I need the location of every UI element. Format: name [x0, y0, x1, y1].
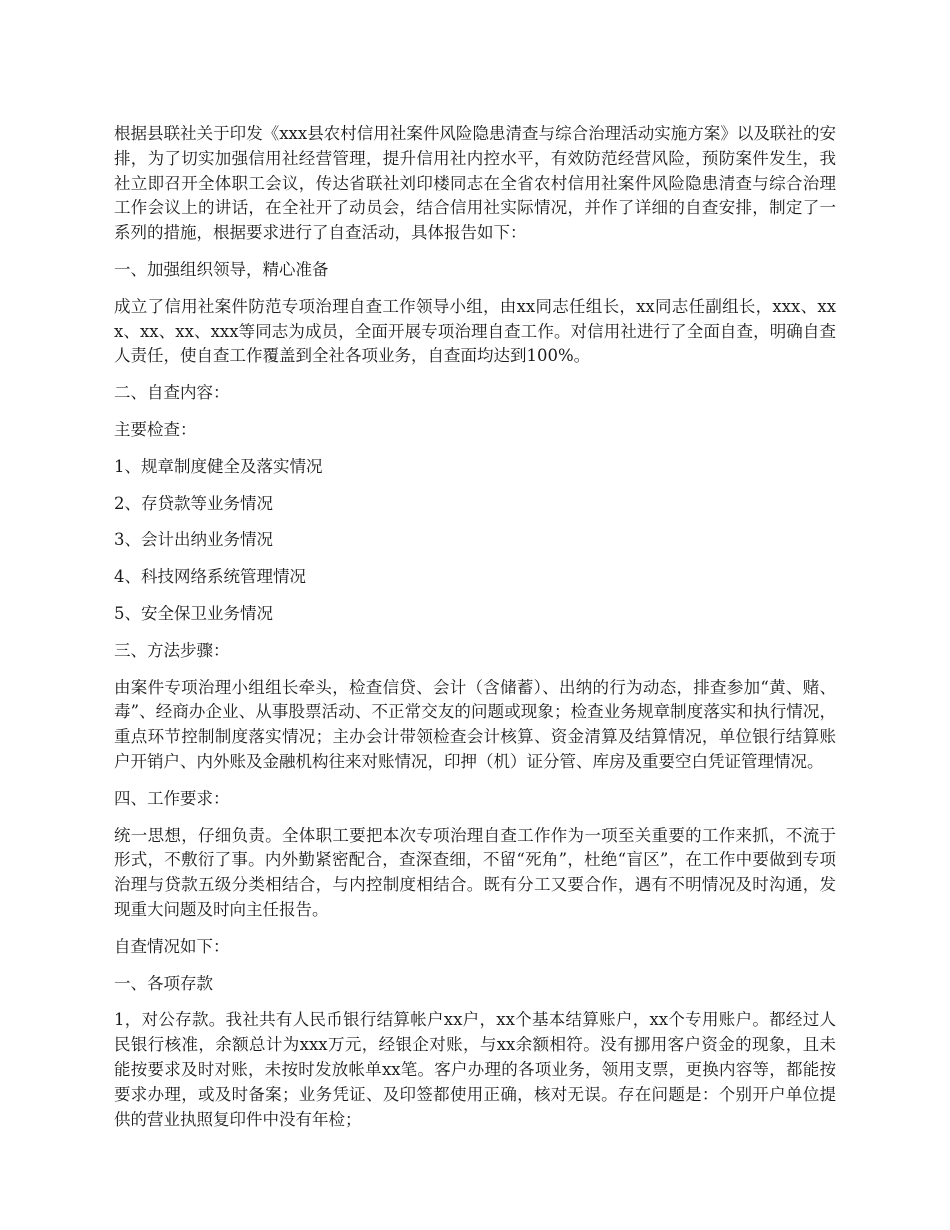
section-heading-requirements: 四、工作要求： — [114, 788, 230, 808]
check-item: 4、科技网络系统管理情况 — [114, 567, 306, 587]
deposit-paragraph: 1，对公存款。我社共有人民币银行结算帐户xx户，xx个基本结算账户，xx个专用账户。都经过人民银行核准，余额总计为xxx万元，经银企对账，与xx余额相符。没有挪用客户资金的现象，且未能按要求及时对账，未按时发放帐单xx笔。客户办理的各项业务，领用支票，更换内容等，都能按要求办理，或及时备案；业务凭证、及印签都使用正确，核对无误。存在问题是：个别开户单位提供的营业执照复印件中没有年检； — [114, 1010, 836, 1129]
section-heading-organization: 一、加强组织领导，精心准备 — [114, 259, 329, 279]
requirements-paragraph: 统一思想，仔细负责。全体职工要把本次专项治理自查工作作为一项至关重要的工作来抓，不流于形式，不敷衍了事。内外勤紧密配合，查深查细，不留“死角”，杜绝“盲区”，在工作中要做到专项治理与贷款五级分类相结合，与内控制度相结合。既有分工又要合作，遇有不明情况及时沟通，发现重大问题及时向主任报告。 — [114, 825, 836, 919]
self-check-heading: 自查情况如下： — [114, 936, 230, 956]
check-item: 3、会计出纳业务情况 — [114, 530, 273, 550]
check-item: 1、规章制度健全及落实情况 — [114, 456, 323, 476]
section-heading-content: 二、自查内容： — [114, 383, 230, 403]
deposit-heading: 一、各项存款 — [114, 973, 213, 993]
steps-paragraph: 由案件专项治理小组组长牵头，检查信贷、会计（含储蓄）、出纳的行为动态，排查参加“黄、赌、毒”、经商办企业、从事股票活动、不正常交友的问题或现象；检查业务规章制度落实和执行情况，重点环节控制制度落实情况；主办会计带领检查会计核算、资金清算及结算情况，单位银行结算账户开销户、内外账及金融机构往来对账情况，印押（机）证分管、库房及重要空白凭证管理情况。 — [114, 677, 836, 771]
organization-paragraph: 成立了信用社案件防范专项治理自查工作领导小组，由xx同志任组长，xx同志任副组长，xxx、xxx、xx、xx、xxx等同志为成员，全面开展专项治理自查工作。对信用社进行了全面自查，明确自查人责任，使自查工作覆盖到全社各项业务，自查面均达到100%。 — [114, 296, 836, 366]
check-item: 5、安全保卫业务情况 — [114, 603, 273, 623]
check-item: 2、存贷款等业务情况 — [114, 493, 273, 513]
document-page — [114, 122, 836, 1144]
section-heading-steps: 三、方法步骤： — [114, 640, 230, 660]
main-check-label: 主要检查： — [114, 419, 197, 439]
intro-paragraph: 根据县联社关于印发《xxx县农村信用社案件风险隐患清查与综合治理活动实施方案》以及联社的安排，为了切实加强信用社经营管理，提升信用社内控水平，有效防范经营风险，预防案件发生，我社立即召开全体职工会议，传达省联社刘印楼同志在全省农村信用社案件风险隐患清查与综合治理工作会议上的讲话，在全社开了动员会，结合信用社实际情况，并作了详细的自查安排，制定了一系列的措施，根据要求进行了自查活动，具体报告如下： — [114, 124, 836, 243]
